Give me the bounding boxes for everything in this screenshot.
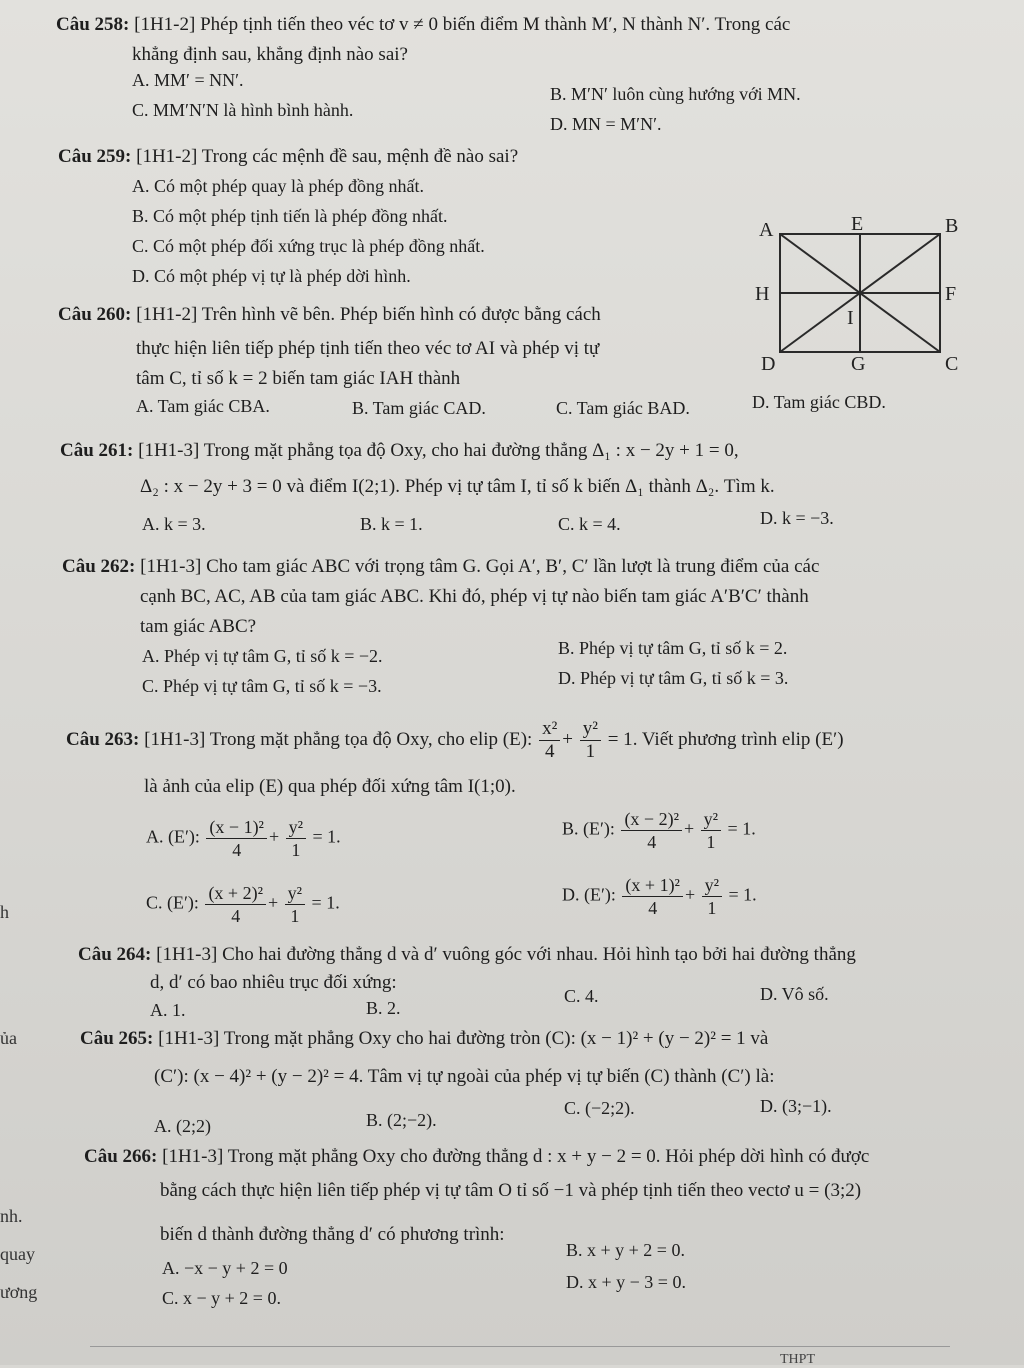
q262-stem-line1: Câu 262: [1H1-3] Cho tam giác ABC với trọng tâm G. Gọi A′, B′, C′ lần lượt là trung điểm của các bbox=[62, 556, 820, 577]
q260-option-a: A. Tam giác CBA. bbox=[136, 396, 270, 416]
q261-stem-line2: Δ₂ : x − 2y + 3 = 0 và điểm I(2;1). Phép vị tự tâm I, tỉ số k biến Δ₁ thành Δ₂. Tìm k. bbox=[140, 476, 775, 497]
q262-stem-line2: cạnh BC, AC, AB của tam giác ABC. Khi đó, phép vị tự nào biến tam giác A′B′C′ thành bbox=[140, 586, 809, 607]
q258-stem-line2: khẳng định sau, khẳng định nào sai? bbox=[132, 44, 408, 65]
q260-option-b: B. Tam giác CAD. bbox=[352, 398, 486, 418]
q263-option-b: B. (E′): $\frac{\text{(x − 2)²}}{4}$ + $\frac{\text{y²}}{1}$ = 1. bbox=[562, 809, 756, 852]
q265-option-a: A. (2;2) bbox=[154, 1116, 211, 1136]
q266-option-b: B. x + y + 2 = 0. bbox=[566, 1240, 685, 1260]
q263-stem-line1: Câu 263: [1H1-3] Trong mặt phẳng tọa độ Oxy, cho elip (E): $\frac{\text{x²}}{4}$ + $\frac{\text{y²}}{1}$ = 1. Viết phương trình elip (E′) bbox=[66, 718, 844, 762]
figure-label-f: F bbox=[945, 283, 957, 305]
q263-stem-line2: là ảnh của elip (E) qua phép đối xứng tâm I(1;0). bbox=[144, 776, 516, 797]
q258-option-c: C. MM′N′N là hình bình hành. bbox=[132, 100, 354, 120]
q261-option-d: D. k = −3. bbox=[760, 508, 834, 528]
q266-option-a: A. −x − y + 2 = 0 bbox=[162, 1258, 288, 1278]
q266-stem-line2: bằng cách thực hiện liên tiếp phép vị tự tâm O tỉ số −1 và phép tịnh tiến theo vectơ u = (3;2) bbox=[160, 1180, 862, 1201]
q263-option-d: D. (E′): $\frac{\text{(x + 1)²}}{4}$ + $\frac{\text{y²}}{1}$ = 1. bbox=[562, 875, 757, 918]
q262-option-a: A. Phép vị tự tâm G, tỉ số k = −2. bbox=[142, 646, 383, 666]
figure-label-a: A bbox=[759, 219, 774, 241]
figure-label-i: I bbox=[847, 307, 854, 329]
q261-option-b: B. k = 1. bbox=[360, 514, 423, 534]
q259-stem: Câu 259: [1H1-2] Trong các mệnh đề sau, mệnh đề nào sai? bbox=[58, 146, 519, 167]
figure-label-h: H bbox=[755, 283, 770, 305]
figure-label-c: C bbox=[945, 353, 959, 375]
footer-rule bbox=[90, 1346, 950, 1347]
q264-stem-line2: d, d′ có bao nhiêu trục đối xứng: bbox=[150, 972, 397, 993]
q261-option-a: A. k = 3. bbox=[142, 514, 206, 534]
q262-stem-line3: tam giác ABC? bbox=[140, 616, 257, 637]
q258-option-a: A. MM′ = NN′. bbox=[132, 70, 244, 90]
q260-option-d: D. Tam giác CBD. bbox=[752, 392, 886, 412]
figure-label-g: G bbox=[851, 353, 866, 375]
q259-option-d: D. Có một phép vị tự là phép dời hình. bbox=[132, 266, 411, 286]
q264-option-d: D. Vô số. bbox=[760, 984, 829, 1004]
q266-stem-line1: Câu 266: [1H1-3] Trong mặt phẳng Oxy cho đường thẳng d : x + y − 2 = 0. Hỏi phép dời hình có được bbox=[84, 1146, 870, 1167]
q259-option-b: B. Có một phép tịnh tiến là phép đồng nhất. bbox=[132, 206, 448, 226]
q263-frac-x: $\frac{\text{x²}}{4}$ bbox=[539, 718, 560, 763]
q262-option-d: D. Phép vị tự tâm G, tỉ số k = 3. bbox=[558, 668, 789, 688]
q266-option-c: C. x − y + 2 = 0. bbox=[162, 1288, 281, 1308]
q263-frac-y: $\frac{\text{y²}}{1}$ bbox=[580, 718, 601, 763]
footer-tag: THPT bbox=[780, 1352, 815, 1367]
margin-text-5: ương bbox=[0, 1282, 38, 1302]
q264-option-a: A. 1. bbox=[150, 1000, 186, 1020]
q263-option-c: C. (E′): $\frac{\text{(x + 2)²}}{4}$ + $\frac{\text{y²}}{1}$ = 1. bbox=[146, 883, 340, 926]
q260-rectangle-figure bbox=[745, 212, 975, 382]
q261-stem-line1: Câu 261: [1H1-3] Trong mặt phẳng tọa độ Oxy, cho hai đường thẳng Δ₁ : x − 2y + 1 = 0, bbox=[60, 440, 739, 461]
q262-option-b: B. Phép vị tự tâm G, tỉ số k = 2. bbox=[558, 638, 788, 658]
q266-stem-line3: biến d thành đường thẳng d′ có phương trình: bbox=[160, 1224, 505, 1245]
q265-stem-line2: (C′): (x − 4)² + (y − 2)² = 4. Tâm vị tự ngoài của phép vị tự biến (C) thành (C′) là: bbox=[154, 1066, 775, 1087]
figure-label-d: D bbox=[761, 353, 776, 375]
q260-stem-line3: tâm C, tỉ số k = 2 biến tam giác IAH thành bbox=[136, 368, 461, 389]
q265-option-b: B. (2;−2). bbox=[366, 1110, 437, 1130]
q260-stem-line1: Câu 260: [1H1-2] Trên hình vẽ bên. Phép biến hình có được bằng cách bbox=[58, 304, 601, 325]
margin-text-2: ủa bbox=[0, 1028, 17, 1048]
q265-stem-line1: Câu 265: [1H1-3] Trong mặt phẳng Oxy cho hai đường tròn (C): (x − 1)² + (y − 2)² = 1 và bbox=[80, 1028, 769, 1049]
q266-option-d: D. x + y − 3 = 0. bbox=[566, 1272, 686, 1292]
q264-option-b: B. 2. bbox=[366, 998, 401, 1018]
figure-label-b: B bbox=[945, 215, 959, 237]
q263-option-a: A. (E′): $\frac{\text{(x − 1)²}}{4}$ + $\frac{\text{y²}}{1}$ = 1. bbox=[146, 817, 341, 860]
q261-option-c: C. k = 4. bbox=[558, 514, 621, 534]
q262-option-c: C. Phép vị tự tâm G, tỉ số k = −3. bbox=[142, 676, 382, 696]
q259-option-c: C. Có một phép đối xứng trục là phép đồng nhất. bbox=[132, 236, 485, 256]
q265-option-c: C. (−2;2). bbox=[564, 1098, 635, 1118]
q260-option-c: C. Tam giác BAD. bbox=[556, 398, 690, 418]
margin-text-3: nh. bbox=[0, 1206, 23, 1226]
q258-stem-line1: Câu 258: [1H1-2] Phép tịnh tiến theo véc tơ v ≠ 0 biến điểm M thành M′, N thành N′. Trong các bbox=[56, 14, 791, 35]
figure-label-e: E bbox=[851, 213, 864, 235]
q258-option-d: D. MN = M′N′. bbox=[550, 114, 662, 134]
q264-option-c: C. 4. bbox=[564, 986, 599, 1006]
q259-option-a: A. Có một phép quay là phép đồng nhất. bbox=[132, 176, 424, 196]
margin-text-1: h bbox=[0, 902, 9, 922]
q265-option-d: D. (3;−1). bbox=[760, 1096, 832, 1116]
q260-stem-line2: thực hiện liên tiếp phép tịnh tiến theo véc tơ AI và phép vị tự bbox=[136, 338, 600, 359]
margin-text-4: quay bbox=[0, 1244, 35, 1264]
q264-stem-line1: Câu 264: [1H1-3] Cho hai đường thẳng d và d′ vuông góc với nhau. Hỏi hình tạo bởi hai đường thẳng bbox=[78, 944, 856, 965]
q258-option-b: B. M′N′ luôn cùng hướng với MN. bbox=[550, 84, 801, 104]
